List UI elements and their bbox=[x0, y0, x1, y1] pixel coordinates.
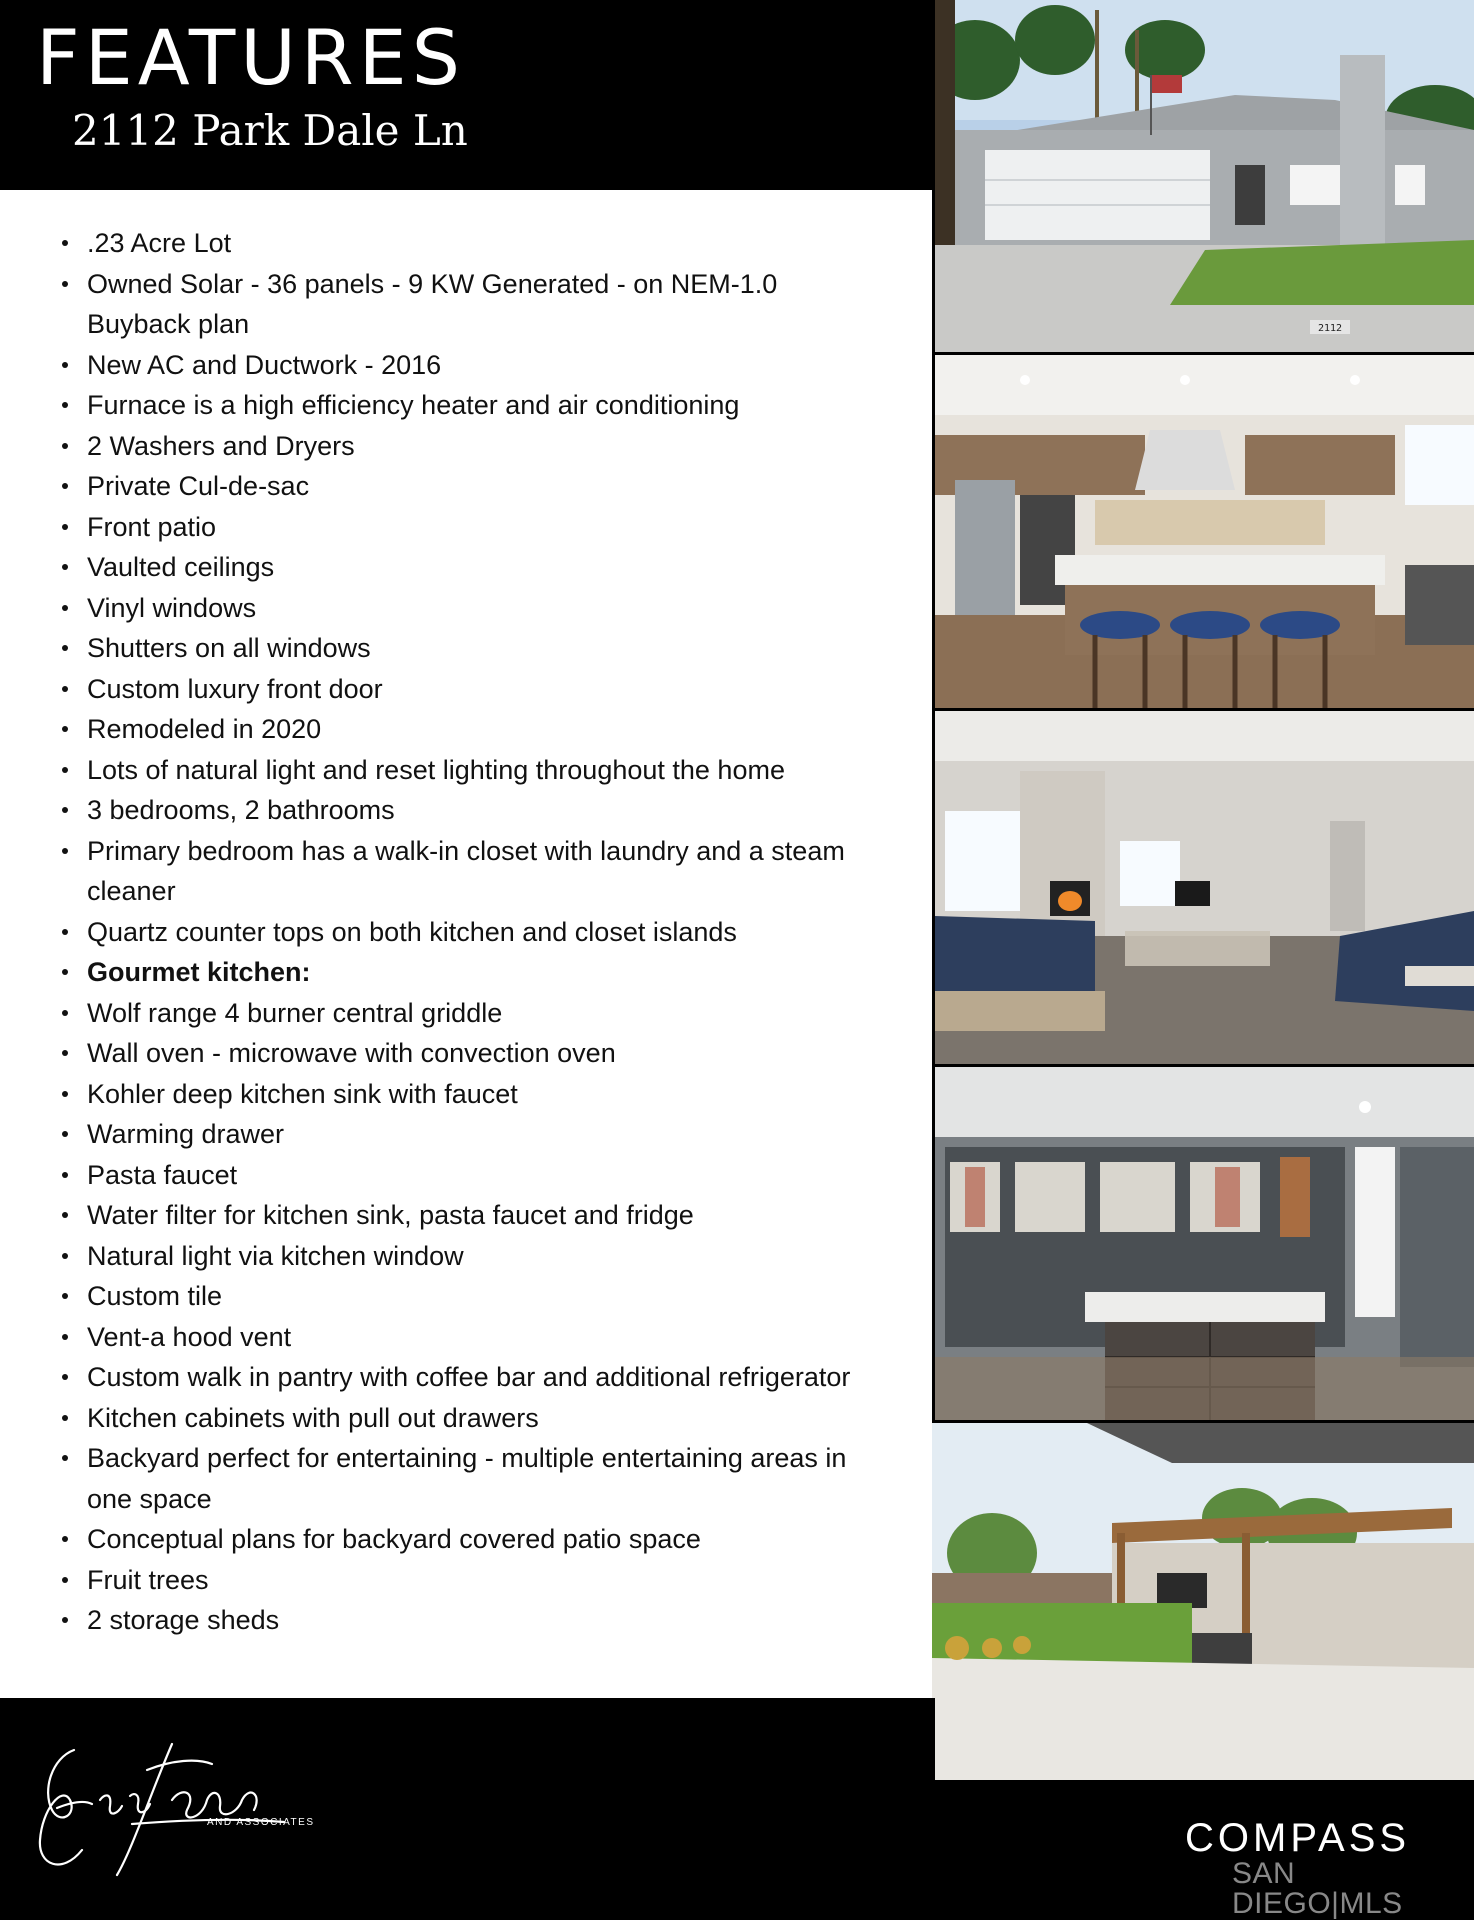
feature-item: Custom luxury front door bbox=[87, 669, 867, 710]
feature-item: 2 Washers and Dryers bbox=[87, 426, 867, 467]
feature-item: Private Cul-de-sac bbox=[87, 466, 867, 507]
feature-item: Pasta faucet bbox=[87, 1155, 867, 1196]
feature-list bbox=[0, 223, 932, 1641]
feature-item: .23 Acre Lot bbox=[87, 223, 867, 264]
feature-item: Front patio bbox=[87, 507, 867, 548]
feature-item: Primary bedroom has a walk-in closet with laundry and a steam cleaner bbox=[87, 831, 867, 912]
property-address: 2112 Park Dale Ln bbox=[72, 106, 468, 155]
feature-item: Natural light via kitchen window bbox=[87, 1236, 867, 1277]
feature-item: Water filter for kitchen sink, pasta faucet and fridge bbox=[87, 1195, 867, 1236]
feature-item: Vinyl windows bbox=[87, 588, 867, 629]
feature-item: Shutters on all windows bbox=[87, 628, 867, 669]
feature-item: Vent-a hood vent bbox=[87, 1317, 867, 1358]
feature-item: Fruit trees bbox=[87, 1560, 867, 1601]
feature-item: Kohler deep kitchen sink with faucet bbox=[87, 1074, 867, 1115]
feature-item: New AC and Ductwork - 2016 bbox=[87, 345, 867, 386]
backyard-photo bbox=[932, 1423, 1474, 1780]
feature-item: 2 storage sheds bbox=[87, 1600, 867, 1641]
feature-item: Remodeled in 2020 bbox=[87, 709, 867, 750]
kitchen-photo bbox=[935, 355, 1474, 708]
walk-in-closet-photo bbox=[935, 1067, 1474, 1420]
feature-item: Backyard perfect for entertaining - multiple entertaining areas in one space bbox=[87, 1438, 867, 1519]
photo-column bbox=[935, 0, 1474, 1780]
feature-item: Warming drawer bbox=[87, 1114, 867, 1155]
feature-item: Conceptual plans for backyard covered patio space bbox=[87, 1519, 867, 1560]
feature-item: Owned Solar - 36 panels - 9 KW Generated - on NEM-1.0 Buyback plan bbox=[87, 264, 867, 345]
feature-item: Custom walk in pantry with coffee bar and additional refrigerator bbox=[87, 1357, 867, 1398]
feature-item: Wolf range 4 burner central griddle bbox=[87, 993, 867, 1034]
exterior-photo bbox=[935, 0, 1474, 352]
feature-item: Vaulted ceilings bbox=[87, 547, 867, 588]
compass-logo: COMPASS bbox=[1185, 1816, 1411, 1860]
feature-item: Furnace is a high efficiency heater and air conditioning bbox=[87, 385, 867, 426]
feature-item: Custom tile bbox=[87, 1276, 867, 1317]
house-number: 2112 bbox=[1317, 323, 1343, 334]
feature-item: Kitchen cabinets with pull out drawers bbox=[87, 1398, 867, 1439]
mls-tag: SAN DIEGO|MLS bbox=[1232, 1857, 1403, 1920]
feature-item: Lots of natural light and reset lighting throughout the home bbox=[87, 750, 867, 791]
feature-item: Quartz counter tops on both kitchen and closet islands bbox=[87, 912, 867, 953]
page-title: FEATURES bbox=[36, 13, 465, 102]
feature-item: Gourmet kitchen: bbox=[87, 952, 867, 993]
signature-subtitle: AND ASSOCIATES bbox=[207, 1817, 315, 1828]
living-room-photo bbox=[935, 711, 1474, 1064]
signature-logo bbox=[22, 1730, 292, 1880]
feature-item: 3 bedrooms, 2 bathrooms bbox=[87, 790, 867, 831]
features-panel bbox=[0, 190, 932, 1698]
feature-item: Wall oven - microwave with convection oven bbox=[87, 1033, 867, 1074]
header bbox=[0, 0, 935, 190]
